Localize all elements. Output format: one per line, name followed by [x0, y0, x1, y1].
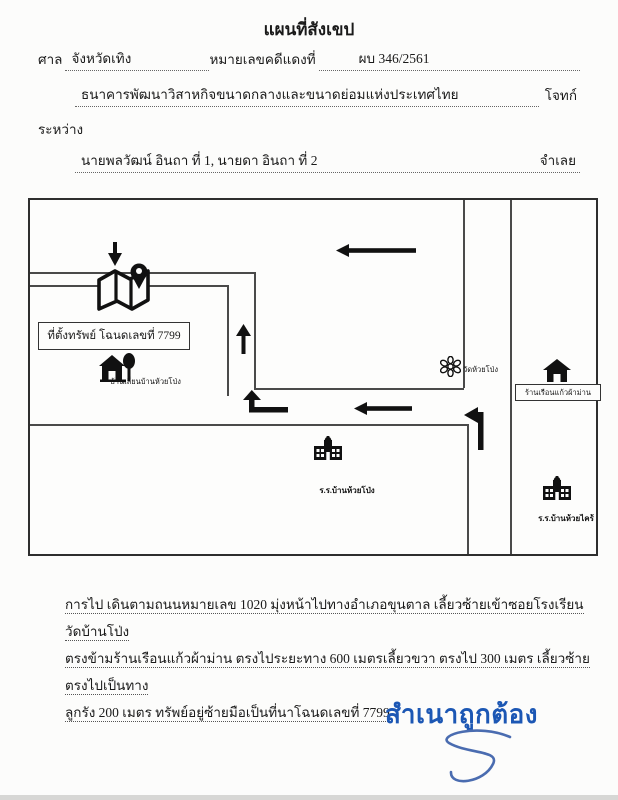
scan-edge-shadow — [0, 795, 618, 800]
signature — [420, 727, 524, 797]
school-center-icon — [313, 436, 343, 461]
court-label: ศาล — [38, 52, 63, 67]
page-title: แผนที่สังเขป — [263, 20, 355, 39]
temple-icon — [440, 356, 461, 377]
road-upper-vertical — [254, 272, 256, 388]
temple-label: วัดห้วยโป่ง — [463, 365, 499, 374]
school-right-icon — [542, 476, 572, 501]
arrow-north-icon — [236, 324, 251, 354]
directions-line-1: การไป เดินตามถนนหมายเลข 1020 มุ่งหน้าไปทางอำเภอขุนตาล เลี้ยวซ้ายเข้าซอยโรงเรียนวัดบ้านโป่ง — [65, 597, 584, 639]
curtain-shop-label: ร้านเรือนแก้วผ้าม่าน — [524, 388, 592, 397]
property-map-pin-icon — [94, 260, 158, 316]
curtain-shop-house-icon — [542, 358, 572, 383]
directions-line-2: ตรงข้ามร้านเรือนแก้วผ้าม่าน ตรงไประยะทาง 600 เมตรเลี้ยวขวา ตรงไป 300 เมตร เลี้ยวซ้ายตรงไปเป็นทาง — [65, 651, 590, 693]
neighbor-house-label: บ้านเลี่ยนบ้านห้วยโป่ง — [110, 377, 181, 386]
court-value: จังหวัดเทิง — [65, 47, 209, 71]
curtain-shop-label-box — [515, 384, 601, 401]
defendant-role-label: จำเลย — [539, 153, 576, 168]
school-block-top-line — [30, 424, 468, 426]
sketch-map — [28, 198, 598, 556]
temple-block-line — [463, 200, 465, 388]
between-label: ระหว่าง — [38, 122, 84, 137]
arrow-turn-left-from-highway-icon — [464, 406, 490, 450]
case-number-value: ผบ 346/2561 — [319, 47, 580, 71]
court-case-row — [38, 50, 580, 71]
property-block-right-line — [227, 285, 229, 396]
property-label: ที่ตั้งทรัพย์ โฉนดเลขที่ 7799 — [47, 330, 181, 342]
defendant-names: นายพลวัฒน์ อินถา ที่ 1, นายดา อินถา ที่ 2 — [81, 153, 318, 168]
school-center-label: ร.ร.บ้านห้วยโป่ง — [319, 486, 375, 495]
between-row — [38, 120, 86, 141]
certified-copy-stamp: สำเนาถูกต้อง — [385, 699, 538, 729]
property-label-box — [38, 322, 190, 350]
defendant-row — [75, 152, 580, 173]
arrow-turn-right-north-icon — [240, 390, 288, 416]
plaintiff-name: ธนาคารพัฒนาวิสาหกิจขนาดกลางและขนาดย่อมแห่งประเทศไทย — [75, 83, 539, 107]
school-right-label: ร.ร.บ้านห้วยไคร้ — [538, 514, 594, 523]
highway-1020-line — [510, 200, 512, 554]
case-number-label: หมายเลขคดีแดงที่ — [209, 52, 316, 67]
plaintiff-role-label: โจทก์ — [544, 88, 577, 103]
plaintiff-row — [75, 86, 580, 107]
arrow-west-top-icon — [336, 244, 416, 257]
directions-line-3: ลูกรัง 200 เมตร ทรัพย์อยู่ซ้ายมือเป็นที่นาโฉนดเลขที่ 7799 — [65, 705, 390, 720]
arrow-west-soi-icon — [354, 402, 412, 415]
